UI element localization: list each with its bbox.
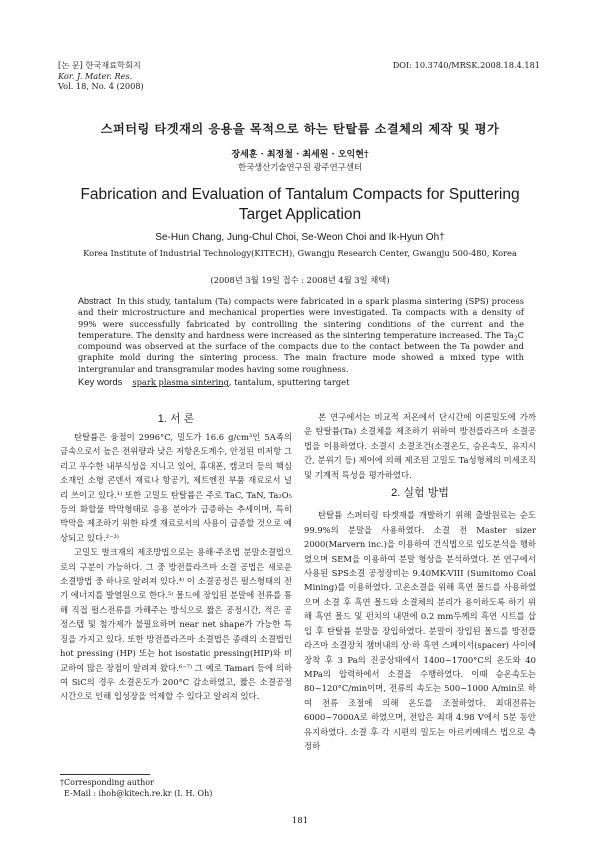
- keywords-label: Key words: [78, 377, 123, 388]
- intro-paragraph-2: 고밀도 벌크재의 제조방법으로는 용해·주조법 분말소결법으로의 구분이 가능하다. 그 중 방전플라즈마 소결 공법은 새로운 소결방법 중 하나로 알려져 있다.⁴⁾ 이 소결공정은 펄스형태의 전기 에너지를 발열원으로 한다.⁵⁾ 몰드에 장입된 분말에 전류를 통해 직접 펄스전류를 가해주는 방식으로 짧은 공정시간, 적은 공정스텝 및 첨가제가 불필요하며 near net shape가 가능한 특징을 가지고 있다. 또한 방전플라즈마 소결법은 종래의 소결법인 hot pressing (HP) 또는 hot isostatic pressing(HIP)와 비교하여 많은 장점이 알려져 왔다.⁶⁻⁷⁾ 그 예로 Tamari 등에 의하여 SiC의 경우 소결온도가 200°C 감소하였고, 짧은 소결공정 시간으로 인해 입성장을 억제할 수 있다고 알려져 있다.: [60, 547, 292, 702]
- journal-volume: Vol. 18, No. 4 (2008): [58, 81, 144, 91]
- journal-header: [58, 60, 318, 92]
- method-paragraph-1: 탄탈륨 스퍼터링 타겟재를 개발하기 위해 출발원료는 순도 99.9%의 분말을 사용하였다. 소결 전 Master sizer 2000(Marvern inc.)을 이용하여 건식법으로 입도분석을 행하였으며 SEM을 이용하여 분말 형상을 분석하였다. 본 연구에서 사용된 SPS소결 공정장비는 9.40MK-VIII (Sumitomo Coal Mining)를 이용하였다. 고온소결을 위해 흑연 몰드를 사용하였으며 소결 후 흑연 몰드와 소결체의 분리가 용이하도록 하기 위해 흑연 몰드 및 펀치의 내면에 0.2 mm두께의 흑연 시트를 삽입 후 탄탈륨 분말을 장입하였다. 분말이 장입된 몰드를 방전플라즈마 소결장치 챔버내의 상·하 흑연 스페이서(spacer) 사이에 장착 후 3 Pa의 진공상태에서 1400~1700°C의 온도와 40 MPa의 압력하에서 소결을 수행하였다. 이때 승온속도는 80~120°C/min이며, 전류의 속도는 500~1000 A/min로 하여 전류 조절에 의해 온도를 조절하였다. 최대전류는 6000~7000A로 하였으며, 전압은 최대 4.98 V에서 5분 동안 유지하였다. 소결 후 각 시편의 밀도는 아르키메데스 법으로 측정하: [304, 510, 536, 751]
- column-left: [60, 413, 292, 704]
- page-number: 181: [291, 816, 309, 826]
- abstract: [78, 296, 524, 375]
- abstract-text-b: C compound was observed at the surface of the compacts due to the contact between the Ta powder and graphite mold during the sintering process. The main fracture mode showed a mixed type with intergranular and transgranular modes having some roughness.: [78, 329, 524, 374]
- footnote-email: E-Mail : ihoh@kitech.re.kr (I. H. Oh): [64, 788, 213, 798]
- intro-paragraph-3: 본 연구에서는 비교적 저온에서 단시간에 이론밀도에 가까운 탄탈륨(Ta) 소결체를 제조하기 위하여 방전플라즈마 소결공법을 이용하였다. 소결시 소결조건(소결온도, 승온속도, 유지시간, 분위기 등) 제어에 의해 제조된 고밀도 Ta성형체의 미세조직 및 기계적 특성을 평가하였다.: [304, 412, 536, 480]
- journal-name-ko: [논 문] 한국재료학회지: [58, 60, 141, 70]
- title-english: [60, 185, 540, 225]
- authors-korean: 장세훈 · 최정철 · 최세원 · 오익현†: [231, 150, 369, 160]
- section-heading-method: 2. 실험 방법: [391, 487, 449, 500]
- authors-english: Se-Hun Chang, Jung-Chul Choi, Se-Weon Choi and Ik-Hyun Oh†: [155, 232, 445, 243]
- title-korean: 스퍼터링 타겟재의 응용을 목적으로 하는 탄탈륨 소결체의 제작 및 평가: [100, 122, 500, 136]
- doi: DOI: 10.3740/MRSK.2008.18.4.181: [392, 60, 540, 70]
- received-date: (2008년 3월 19일 접수 : 2008년 4월 3일 채택): [210, 275, 390, 285]
- journal-name-en: Kor. J. Mater. Res.: [58, 70, 133, 81]
- abstract-text-a: In this study, tantalum (Ta) compacts were fabricated in a spark plasma sintering (SPS) process and their microstructure and mechanical properties were investigated. Ta compacts with a density of 99% were successfully fabricated by controlling the sintering conditions of the current and the temperature. The density and hardness were increased as the sintering temperature increased. The Ta: [78, 296, 524, 340]
- footnote-corresponding: †Corresponding author: [60, 778, 154, 787]
- abstract-subscript: 2: [513, 335, 518, 343]
- keywords: [78, 377, 524, 388]
- footnote: [60, 778, 212, 799]
- keywords-rest: , tantalum, sputtering target: [228, 377, 350, 387]
- abstract-label: Abstract: [78, 296, 112, 306]
- affiliation-korean: 한국생산기술연구원 광주연구센터: [237, 162, 362, 172]
- affiliation-english: Korea Institute of Industrial Technology(KITECH), Gwangju Research Center, Gwangju 500-480, Korea: [83, 248, 517, 258]
- title-english-line1: Fabrication and Evaluation of Tantalum Compacts for Sputtering: [80, 186, 520, 203]
- keyword-underlined: spark plasma sintering: [132, 377, 229, 387]
- section-heading-intro: 1. 서 론: [157, 413, 195, 425]
- intro-paragraph-1: 탄탈륨은 융점이 2996°C, 밀도가 16.6 g/cm³인 5A족의 금속으로서 높은 전위량과 낮은 저항온도계수, 안정된 비저항 그리고 우수한 내부식성을 지니고 있어, 휴대폰, 캠코더 등의 핵심소재인 소형 콘덴서 재료나 항공기, 제트엔진 부품 재료로서 널리 쓰이고 있다.¹⁾ 또한 고밀도 탄탈륨은 주로 TaC, TaN, Ta₂O₅등의 화합물 박막형태로 응용 분야가 급증하는 추세이며, 특히 박막을 제조하기 위한 타겟 재료로서의 사용이 급증할 것으로 예상되고 있다.²⁻³⁾: [60, 432, 292, 543]
- footnote-divider: [60, 774, 150, 775]
- title-english-line2: Target Application: [238, 206, 362, 223]
- column-right: [304, 410, 536, 753]
